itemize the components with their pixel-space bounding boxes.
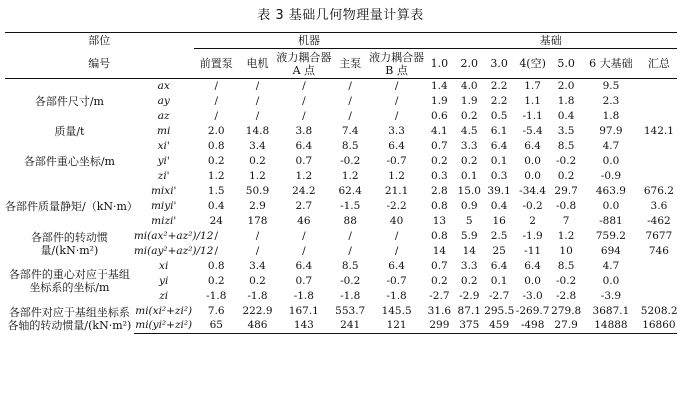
table-cell: /: [348, 79, 352, 92]
table-cell: 8.5: [341, 139, 359, 152]
table-cell: 1.4: [431, 79, 448, 92]
table-cell: /: [394, 79, 399, 92]
table-cell: 14: [432, 244, 447, 257]
table-cell: 1.9: [460, 94, 478, 107]
table-cell: 46: [297, 214, 311, 227]
table-cell: 24: [209, 214, 223, 227]
table-cell: 1.8: [557, 94, 575, 107]
table-cell: 0.8: [431, 229, 448, 242]
table-cell: /: [302, 244, 306, 257]
table-cell: 39.1: [487, 184, 511, 197]
table-cell: 676.2: [643, 184, 674, 197]
table-cell: 40: [389, 214, 404, 227]
table-cell: 1.7: [524, 79, 541, 92]
row-symbol: xi': [157, 139, 170, 152]
table-cell: 2.2: [490, 94, 508, 107]
table-cell: 6.4: [524, 139, 541, 152]
table-cell: 0.3: [490, 169, 508, 182]
table-cell: /: [255, 244, 260, 257]
table-cell: 14.8: [245, 124, 270, 137]
table-cell: 759.2: [595, 229, 626, 242]
table-cell: 29.7: [554, 184, 578, 197]
table-cell: 0.2: [249, 274, 266, 287]
table-cell: 3.6: [650, 199, 668, 212]
table-cell: 2.0: [207, 124, 225, 137]
table-cell: 1.2: [388, 169, 405, 182]
table-cell: 3.4: [249, 259, 266, 272]
table-cell: 463.9: [595, 184, 626, 197]
table-cell: 97.9: [599, 124, 623, 137]
table-cell: 0.4: [207, 199, 225, 212]
table-cell: /: [255, 229, 260, 242]
table-cell: [641, 154, 677, 169]
table-cell: 2.0: [557, 79, 575, 92]
table-cell: [641, 109, 677, 124]
column-header: 3.0: [484, 49, 514, 79]
table-cell: 553.7: [335, 304, 366, 317]
table-cell: 5.9: [460, 229, 478, 242]
table-cell: 6.4: [295, 139, 313, 152]
row-group-label: 各部件重心坐标/m: [23, 154, 115, 168]
table-cell: 7: [562, 214, 570, 227]
table-cell: -0.7: [386, 274, 407, 287]
row-symbol: zi': [157, 169, 170, 182]
table-cell: 1.9: [431, 94, 448, 107]
column-header: 汇总: [641, 49, 677, 79]
table-cell: 0.0: [524, 169, 541, 182]
table-cell: 178: [247, 214, 268, 227]
table-cell: 4.7: [602, 259, 620, 272]
column-header: 主泵: [332, 49, 369, 79]
table-cell: -1.9: [522, 229, 543, 242]
table-cell: -498: [514, 319, 551, 334]
table-cell: 88: [343, 214, 357, 227]
row-symbol: ay: [157, 94, 170, 107]
table-cell: 2.5: [490, 229, 508, 242]
row-group-label: 各部件对应于基组坐标系各轴的转动惯量/(kN·m²): [7, 305, 132, 332]
table-cell: 167.1: [288, 304, 319, 317]
table-cell: /: [394, 94, 399, 107]
table-cell: [641, 259, 677, 274]
table-cell: 7.4: [341, 124, 359, 137]
table-cell: 1.2: [557, 229, 575, 242]
column-header: 液力耦合器 A 点: [276, 50, 332, 77]
row-symbol: miyi': [150, 199, 177, 212]
table-cell: 0.0: [602, 274, 620, 287]
table-title: 表 3 基础几何物理量计算表: [257, 8, 424, 23]
row-symbol: mi(xi²+zi²): [135, 304, 193, 317]
table-cell: 31.6: [427, 304, 452, 317]
table-cell: 8.5: [557, 259, 575, 272]
table-cell: 50.9: [245, 184, 270, 197]
table-cell: -269.7: [515, 304, 550, 317]
table-cell: -2.8: [555, 289, 577, 302]
column-header: 1.0: [424, 49, 454, 79]
table-cell: 14: [462, 244, 476, 257]
table-cell: 8.5: [557, 139, 575, 152]
table-cell: 145.5: [381, 304, 412, 317]
table-cell: 0.7: [431, 259, 448, 272]
table-cell: /: [255, 94, 260, 107]
table-cell: -0.2: [555, 154, 577, 167]
column-header: 5.0: [551, 49, 581, 79]
table-cell: 1.1: [524, 94, 541, 107]
table-cell: 15.0: [457, 184, 481, 197]
row-symbol: ax: [157, 79, 170, 92]
column-header: 6 大基础: [581, 49, 641, 79]
table-cell: 0.2: [460, 274, 478, 287]
table-cell: 2.2: [490, 79, 508, 92]
geometry-physics-table: [5, 32, 677, 334]
table-cell: 1.8: [602, 109, 620, 122]
table-cell: /: [348, 229, 352, 242]
table-cell: 5: [465, 214, 473, 227]
table-cell: 0.8: [207, 139, 225, 152]
table-cell: 143: [276, 319, 332, 334]
row-symbol: mixi': [150, 184, 177, 197]
table-row: [5, 184, 677, 199]
table-cell: 4.0: [460, 79, 478, 92]
table-cell: -1.8: [206, 289, 227, 302]
table-cell: 3.8: [295, 124, 313, 137]
table-cell: /: [394, 109, 399, 122]
table-cell: 3.5: [557, 124, 575, 137]
table-cell: 16860: [641, 319, 677, 334]
table-cell: 486: [239, 319, 276, 334]
table-cell: 0.5: [490, 109, 508, 122]
column-header: 液力耦合器 B 点: [369, 50, 425, 77]
table-cell: 1.5: [207, 184, 225, 197]
table-cell: 279.8: [551, 304, 582, 317]
table-cell: 0.1: [490, 274, 508, 287]
table-cell: /: [348, 244, 352, 257]
table-cell: 27.9: [551, 319, 581, 334]
table-cell: 0.2: [207, 274, 225, 287]
row-symbol: yi': [157, 154, 170, 167]
table-cell: [641, 274, 677, 289]
table-cell: /: [394, 229, 399, 242]
header-number: 编号: [5, 49, 194, 79]
table-cell: 0.1: [490, 154, 508, 167]
table-cell: -881: [599, 214, 623, 227]
table-cell: -0.8: [555, 199, 577, 212]
table-cell: 6.4: [524, 259, 541, 272]
table-cell: 3.4: [249, 139, 266, 152]
table-cell: 2.9: [249, 199, 266, 212]
table-cell: 2.3: [602, 94, 620, 107]
table-cell: 459: [484, 319, 514, 334]
row-group-label: 各部件的转动惯量/(kN·m²): [30, 230, 108, 257]
table-cell: /: [214, 229, 219, 242]
table-cell: 6.4: [388, 139, 405, 152]
table-cell: -2.2: [386, 199, 407, 212]
table-cell: 121: [369, 319, 425, 334]
table-cell: 0.7: [295, 274, 313, 287]
table-cell: 14888: [581, 319, 641, 334]
table-cell: 0.2: [431, 274, 448, 287]
table-cell: 746: [648, 244, 669, 257]
table-cell: 0.2: [207, 154, 225, 167]
row-symbol: xi: [159, 259, 169, 272]
table-cell: 8.5: [341, 259, 359, 272]
row-group-label: 各部件的重心对应于基组坐标系的坐标/m: [8, 268, 130, 294]
table-cell: 13: [432, 214, 447, 227]
table-row: [5, 124, 677, 139]
table-cell: 0.4: [490, 199, 508, 212]
table-cell: 1.2: [295, 169, 313, 182]
table-cell: /: [214, 244, 219, 257]
row-symbol: mi: [157, 124, 171, 137]
table-cell: 241: [332, 319, 369, 334]
table-cell: 3.3: [460, 259, 478, 272]
header-part: 部位: [5, 33, 194, 49]
column-header: 2.0: [454, 49, 484, 79]
table-cell: [641, 169, 677, 184]
table-cell: 0.2: [460, 154, 478, 167]
table-cell: 0.7: [295, 154, 313, 167]
table-cell: -5.4: [522, 124, 543, 137]
table-cell: 0.9: [460, 199, 478, 212]
table-cell: 3.3: [388, 124, 405, 137]
table-cell: -34.4: [519, 184, 547, 197]
table-cell: [641, 139, 677, 154]
table-cell: 4.1: [431, 124, 448, 137]
table-cell: /: [302, 79, 306, 92]
table-cell: 0.0: [524, 274, 541, 287]
table-row: [5, 259, 677, 274]
row-symbol: az: [157, 109, 170, 122]
row-symbol: mizi': [151, 214, 177, 227]
table-cell: -2.9: [459, 289, 480, 302]
table-cell: /: [302, 229, 306, 242]
table-cell: 0.4: [557, 109, 575, 122]
table-cell: 0.8: [207, 259, 225, 272]
table-cell: 3.3: [460, 139, 478, 152]
row-symbol: yi: [159, 274, 169, 287]
table-cell: 6.4: [295, 259, 313, 272]
table-cell: -11: [524, 244, 542, 257]
table-cell: -1.8: [386, 289, 407, 302]
table-cell: -1.8: [340, 289, 361, 302]
table-cell: -0.2: [555, 274, 577, 287]
table-cell: -462: [647, 214, 671, 227]
table-cell: 375: [454, 319, 484, 334]
table-cell: -3.9: [600, 289, 622, 302]
table-cell: 7.6: [207, 304, 225, 317]
row-group-label: 各部件尺寸/m: [34, 94, 104, 108]
table-cell: /: [302, 94, 306, 107]
table-cell: /: [214, 109, 219, 122]
table-cell: -1.5: [340, 199, 361, 212]
table-cell: 2.7: [295, 199, 313, 212]
column-header: 4(空): [514, 49, 551, 79]
row-group-label: 各部件质量静矩/（kN·m）: [5, 199, 138, 213]
table-cell: 1.2: [207, 169, 225, 182]
table-cell: 6.1: [490, 124, 508, 137]
table-cell: 4.5: [460, 124, 478, 137]
table-cell: -2.7: [429, 289, 450, 302]
table-cell: 6.4: [490, 259, 508, 272]
table-cell: 0.2: [460, 109, 478, 122]
table-cell: 7677: [645, 229, 673, 242]
table-cell: 0.7: [431, 139, 448, 152]
table-cell: 10: [559, 244, 573, 257]
table-cell: -0.9: [600, 169, 622, 182]
table-cell: 25: [492, 244, 506, 257]
table-cell: 0.0: [602, 199, 620, 212]
table-cell: /: [255, 109, 260, 122]
table-cell: -1.8: [293, 289, 314, 302]
table-cell: 0.3: [431, 169, 448, 182]
table-cell: 2: [529, 214, 536, 227]
row-symbol: mi(ax²+az²)/12: [133, 229, 214, 242]
table-cell: 6.4: [490, 139, 508, 152]
table-cell: 21.1: [384, 184, 409, 197]
row-symbol: mi(yi²+zi²): [134, 319, 194, 334]
table-cell: 694: [600, 244, 621, 257]
table-cell: 1.2: [249, 169, 266, 182]
table-cell: -0.2: [522, 199, 543, 212]
table-row: [5, 304, 677, 319]
header-machine: 机器: [194, 33, 425, 49]
table-cell: -2.7: [489, 289, 510, 302]
table-cell: 0.0: [602, 154, 620, 167]
table-cell: [641, 289, 677, 304]
table-cell: -0.2: [340, 154, 361, 167]
table-cell: 0.0: [524, 154, 541, 167]
table-cell: 3687.1: [592, 304, 630, 317]
table-row: [5, 79, 677, 94]
table-cell: /: [214, 94, 219, 107]
table-cell: /: [214, 79, 219, 92]
table-cell: 299: [424, 319, 454, 334]
table-row: [5, 139, 677, 154]
table-cell: 87.1: [457, 304, 481, 317]
table-cell: 16: [492, 214, 506, 227]
table-cell: 0.2: [557, 169, 575, 182]
table-cell: 222.9: [242, 304, 273, 317]
table-cell: 0.2: [249, 154, 266, 167]
table-cell: [641, 79, 677, 94]
table-cell: /: [394, 244, 399, 257]
table-cell: /: [302, 109, 306, 122]
table-cell: 295.5: [484, 304, 515, 317]
header-foundation: 基础: [424, 33, 677, 49]
table-cell: 24.2: [292, 184, 316, 197]
table-cell: /: [348, 94, 352, 107]
table-cell: 62.4: [338, 184, 362, 197]
table-cell: 6.4: [388, 259, 405, 272]
table-cell: -0.7: [386, 154, 407, 167]
table-body: [5, 79, 677, 334]
table-cell: [641, 94, 677, 109]
table-cell: /: [255, 79, 260, 92]
table-cell: 9.5: [602, 79, 620, 92]
table-cell: 5208.2: [640, 304, 678, 317]
table-cell: -1.8: [247, 289, 268, 302]
table-cell: 1.2: [341, 169, 359, 182]
table-cell: /: [348, 109, 352, 122]
row-group-label: 质量/t: [54, 124, 85, 138]
row-symbol: zi: [159, 289, 169, 302]
table-cell: 0.8: [431, 199, 448, 212]
table-cell: 2.8: [431, 184, 448, 197]
table-cell: -0.2: [340, 274, 361, 287]
column-header: 电机: [239, 49, 276, 79]
table-cell: 142.1: [643, 124, 674, 137]
table-cell: 0.1: [460, 169, 478, 182]
table-row: [5, 229, 677, 244]
row-symbol: mi(ay²+az²)/12: [133, 244, 214, 257]
table-cell: -1.1: [522, 109, 543, 122]
table-cell: -3.0: [522, 289, 543, 302]
table-cell: 0.6: [431, 109, 448, 122]
table-cell: 4.7: [602, 139, 620, 152]
table-cell: 0.2: [431, 154, 448, 167]
table-cell: 65: [194, 319, 239, 334]
column-header: 前置泵: [194, 49, 239, 79]
